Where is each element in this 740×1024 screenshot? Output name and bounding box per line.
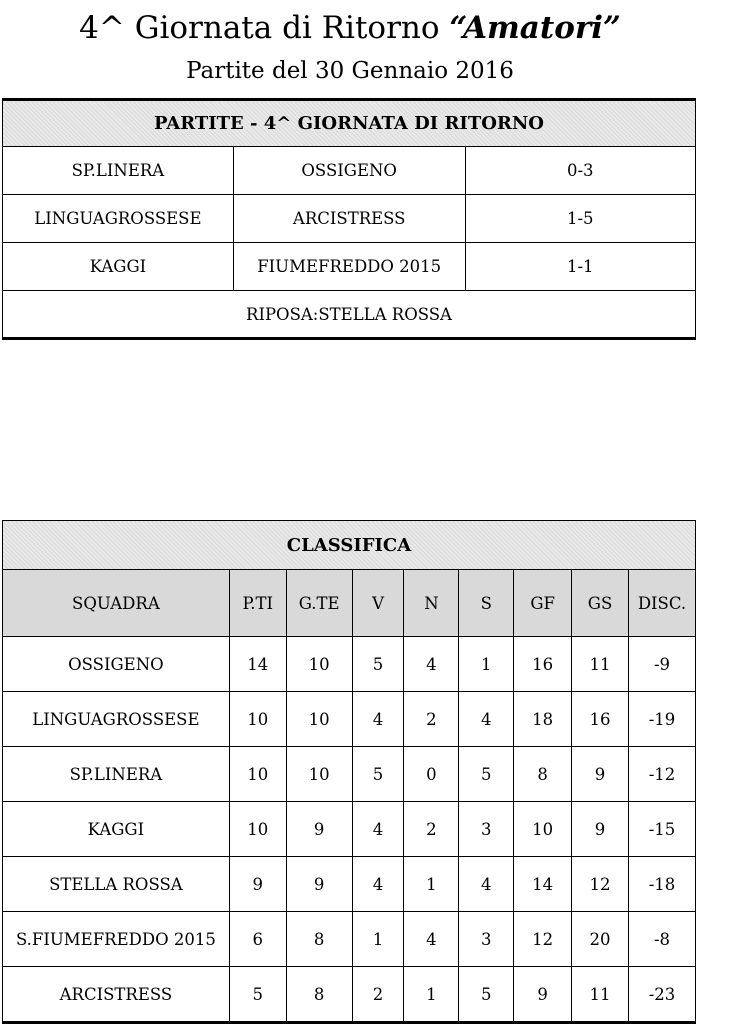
goals-against: 9 xyxy=(572,802,629,857)
match-score: 1-1 xyxy=(465,243,695,291)
column-header: S xyxy=(459,570,514,637)
goals-against: 20 xyxy=(572,912,629,967)
discipline: -9 xyxy=(628,637,695,692)
wins: 4 xyxy=(352,692,404,747)
standings-row xyxy=(3,857,696,912)
goals-for: 14 xyxy=(514,857,572,912)
standings-row xyxy=(3,912,696,967)
goals-against: 9 xyxy=(572,747,629,802)
points: 14 xyxy=(229,637,286,692)
goals-for: 10 xyxy=(514,802,572,857)
column-header: SQUADRA xyxy=(3,570,230,637)
draws: 1 xyxy=(404,967,459,1023)
home-team: SP.LINERA xyxy=(3,147,234,195)
team-name: OSSIGENO xyxy=(3,637,230,692)
losses: 5 xyxy=(459,967,514,1023)
match-row xyxy=(3,195,696,243)
points: 9 xyxy=(229,857,286,912)
standings-body xyxy=(3,637,696,1023)
discipline: -23 xyxy=(628,967,695,1023)
match-score: 0-3 xyxy=(465,147,695,195)
column-header: V xyxy=(352,570,404,637)
discipline: -8 xyxy=(628,912,695,967)
goals-for: 16 xyxy=(514,637,572,692)
games-played: 10 xyxy=(286,692,352,747)
goals-against: 12 xyxy=(572,857,629,912)
goals-for: 8 xyxy=(514,747,572,802)
wins: 5 xyxy=(352,637,404,692)
draws: 2 xyxy=(404,692,459,747)
games-played: 10 xyxy=(286,747,352,802)
team-name: STELLA ROSSA xyxy=(3,857,230,912)
draws: 4 xyxy=(404,912,459,967)
goals-against: 16 xyxy=(572,692,629,747)
goals-for: 18 xyxy=(514,692,572,747)
wins: 4 xyxy=(352,857,404,912)
page-subtitle: Partite del 30 Gennaio 2016 xyxy=(186,58,514,84)
losses: 3 xyxy=(459,802,514,857)
match-row xyxy=(3,243,696,291)
games-played: 10 xyxy=(286,637,352,692)
matches-heading: PARTITE - 4^ GIORNATA DI RITORNO xyxy=(3,100,696,147)
discipline: -19 xyxy=(628,692,695,747)
column-header: GS xyxy=(572,570,629,637)
draws: 2 xyxy=(404,802,459,857)
points: 10 xyxy=(229,747,286,802)
losses: 4 xyxy=(459,692,514,747)
standings-row xyxy=(3,802,696,857)
column-header: DISC. xyxy=(628,570,695,637)
resting-team: RIPOSA:STELLA ROSSA xyxy=(3,291,696,339)
points: 6 xyxy=(229,912,286,967)
matches-table xyxy=(2,98,696,340)
title-prefix: 4^ Giornata di Ritorno xyxy=(79,10,450,46)
column-header: GF xyxy=(514,570,572,637)
match-score: 1-5 xyxy=(465,195,695,243)
discipline: -12 xyxy=(628,747,695,802)
title-category: “Amatori” xyxy=(449,10,621,46)
away-team: OSSIGENO xyxy=(233,147,465,195)
away-team: FIUMEFREDDO 2015 xyxy=(233,243,465,291)
games-played: 8 xyxy=(286,967,352,1023)
losses: 3 xyxy=(459,912,514,967)
goals-for: 12 xyxy=(514,912,572,967)
goals-against: 11 xyxy=(572,637,629,692)
team-name: SP.LINERA xyxy=(3,747,230,802)
standings-table xyxy=(2,520,696,1024)
wins: 4 xyxy=(352,802,404,857)
draws: 0 xyxy=(404,747,459,802)
standings-row xyxy=(3,967,696,1023)
losses: 1 xyxy=(459,637,514,692)
match-row xyxy=(3,147,696,195)
column-header: G.TE xyxy=(286,570,352,637)
points: 10 xyxy=(229,802,286,857)
wins: 5 xyxy=(352,747,404,802)
standings-column-headers xyxy=(3,570,696,637)
team-name: LINGUAGROSSESE xyxy=(3,692,230,747)
losses: 4 xyxy=(459,857,514,912)
games-played: 8 xyxy=(286,912,352,967)
page-title xyxy=(0,10,700,46)
wins: 2 xyxy=(352,967,404,1023)
column-header: N xyxy=(404,570,459,637)
team-name: ARCISTRESS xyxy=(3,967,230,1023)
draws: 1 xyxy=(404,857,459,912)
column-header: P.TI xyxy=(229,570,286,637)
losses: 5 xyxy=(459,747,514,802)
discipline: -15 xyxy=(628,802,695,857)
standings-row xyxy=(3,747,696,802)
games-played: 9 xyxy=(286,857,352,912)
wins: 1 xyxy=(352,912,404,967)
goals-for: 9 xyxy=(514,967,572,1023)
points: 10 xyxy=(229,692,286,747)
standings-row xyxy=(3,692,696,747)
standings-heading: CLASSIFICA xyxy=(3,521,696,570)
games-played: 9 xyxy=(286,802,352,857)
draws: 4 xyxy=(404,637,459,692)
goals-against: 11 xyxy=(572,967,629,1023)
points: 5 xyxy=(229,967,286,1023)
team-name: KAGGI xyxy=(3,802,230,857)
home-team: LINGUAGROSSESE xyxy=(3,195,234,243)
team-name: S.FIUMEFREDDO 2015 xyxy=(3,912,230,967)
discipline: -18 xyxy=(628,857,695,912)
home-team: KAGGI xyxy=(3,243,234,291)
away-team: ARCISTRESS xyxy=(233,195,465,243)
standings-row xyxy=(3,637,696,692)
